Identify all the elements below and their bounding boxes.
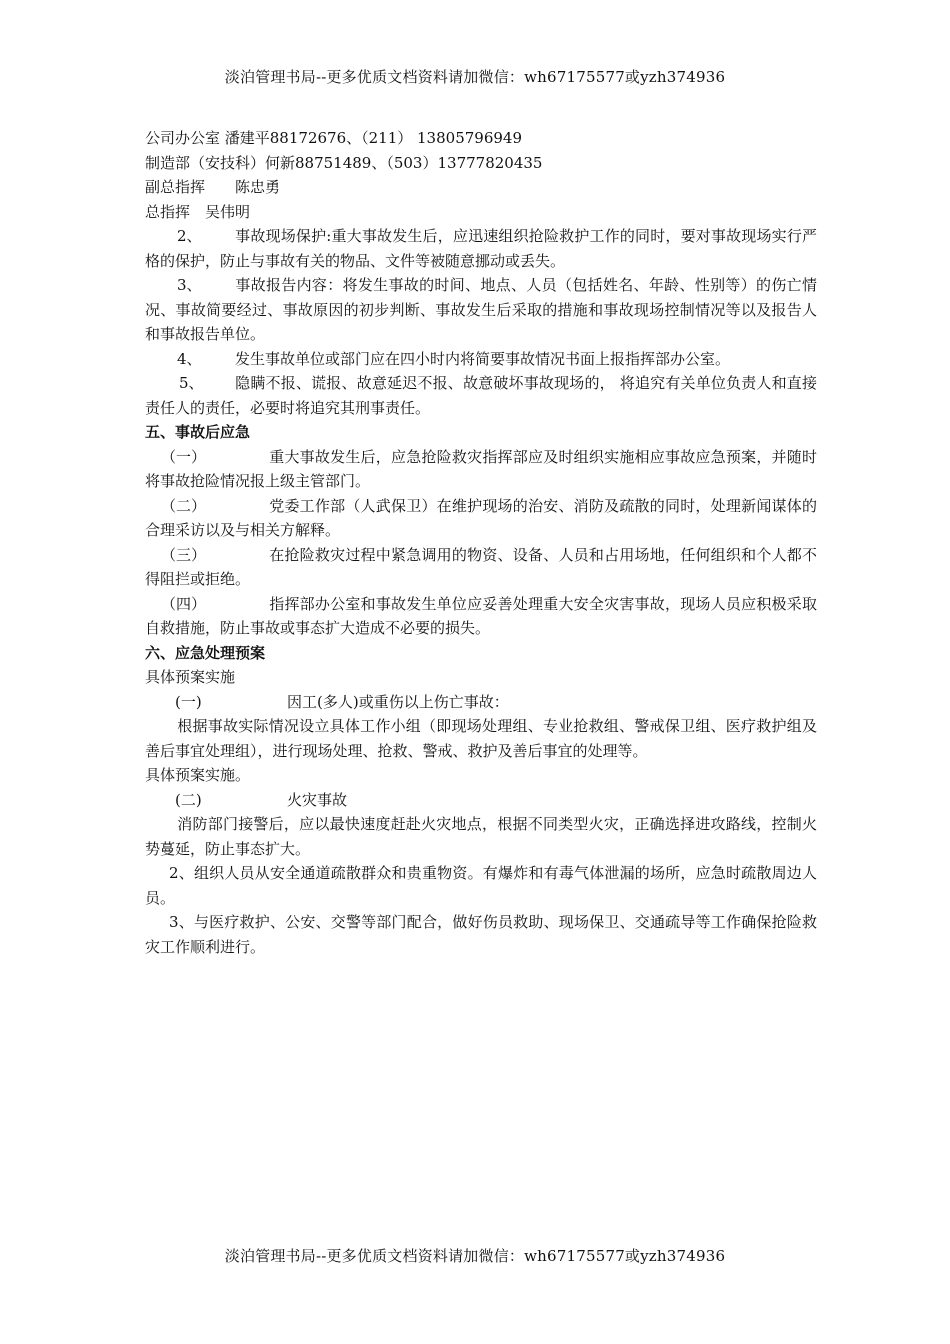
section-6-sub2-heading <box>145 788 817 813</box>
item-2-text: 事故现场保护:重大事故发生后，应迅速组织抢险救护工作的同时，要对事故现场实行严格的保护，防止与事故有关的物品、文件等被随意挪动或丢失。 <box>145 227 817 270</box>
section-5-item-3 <box>145 543 817 592</box>
section-5-item-4-text: 指挥部办公室和事故发生单位应妥善处理重大安全灾害事故，现场人员应积极采取自救措施，防止事故或事态扩大造成不必要的损失。 <box>145 594 817 637</box>
item-4 <box>145 347 817 372</box>
section-5-item-3-text: 在抢险救灾过程中紧急调用的物资、设备、人员和占用场地，任何组织和个人都不得阻拦或拒绝。 <box>145 545 817 588</box>
section-5-item-1-text: 重大事故发生后，应急抢险救灾指挥部应及时组织实施相应事故应急预案，并随时将事故抢险情况报上级主管部门。 <box>145 447 817 490</box>
item-4-number: 4、 <box>177 349 202 368</box>
item-4-text: 发生事故单位或部门应在四小时内将简要事故情况书面上报指挥部办公室。 <box>235 349 731 368</box>
chief-commander <box>145 200 817 225</box>
section-6-intro: 具体预案实施 <box>145 668 236 686</box>
section-5-item-4 <box>145 592 817 641</box>
deputy-commander <box>145 175 817 200</box>
section-5-item-1 <box>145 445 817 494</box>
section-5-item-4-number: （四） <box>161 594 207 613</box>
contact-office: 公司办公室 潘建平88172676、（211） 13805796949 <box>145 129 522 147</box>
section-6-sub1-number: (一) <box>175 692 202 711</box>
section-6-sub2-title: 火灾事故 <box>287 790 348 809</box>
section-5-item-3-number: （三） <box>161 545 207 564</box>
document-body <box>145 126 817 959</box>
deputy-commander-label: 副总指挥 <box>145 178 206 196</box>
section-5-title: 五、事故后应急 <box>145 423 251 441</box>
section-5-item-2 <box>145 494 817 543</box>
section-6-sub1-heading <box>145 690 817 715</box>
section-6-sub2-item-2: 2、组织人员从安全通道疏散群众和贵重物资。有爆炸和有毒气体泄漏的场所，应急时疏散周边人员。 <box>145 864 817 907</box>
deputy-commander-name: 陈忠勇 <box>235 178 281 196</box>
section-6-sub1-tail: 具体预案实施。 <box>145 766 251 784</box>
item-5 <box>145 371 817 420</box>
section-5-item-2-text: 党委工作部（人武保卫）在维护现场的治安、消防及疏散的同时，处理新闻谋体的合理采访以及与相关方解释。 <box>145 496 817 539</box>
item-2 <box>145 224 817 273</box>
section-5-item-2-number: （二） <box>161 496 207 515</box>
section-5-item-1-number: （一） <box>161 447 207 466</box>
item-3-number: 3、 <box>177 276 202 294</box>
section-6-sub2-number: (二) <box>175 790 202 809</box>
page-footer: 淡泊管理书局--更多优质文档资料请加微信：wh67175577或yzh374936 <box>224 1247 726 1265</box>
item-5-text: 隐瞒不报、谎报、故意延迟不报、故意破坏事故现场的， 将追究有关单位负责人和直接责任人的责任，必要时将追究其刑事责任。 <box>145 374 817 417</box>
section-6-sub2-item-3: 3、与医疗救护、公安、交警等部门配合，做好伤员救助、现场保卫、交通疏导等工作确保抢险救灾工作顺利进行。 <box>145 913 817 956</box>
contact-manufacturing: 制造部（安技科）何新88751489、（503）13777820435 <box>145 153 543 172</box>
section-6-title: 六、应急处理预案 <box>145 643 266 662</box>
chief-commander-name: 吴伟明 <box>205 202 251 221</box>
section-6-sub1-title: 因工(多人)或重伤以上伤亡事故： <box>287 692 509 711</box>
item-3 <box>145 273 817 347</box>
section-6-sub1-text: 根据事故实际情况设立具体工作小组（即现场处理组、专业抢救组、警戒保卫组、医疗救护组及善后事宜处理组），进行现场处理、抢救、警戒、救护及善后事宜的处理等。 <box>145 717 817 760</box>
chief-commander-label: 总指挥 <box>145 202 191 221</box>
item-2-number: 2、 <box>177 227 202 245</box>
item-5-number: 5、 <box>179 374 204 392</box>
section-6-sub2-text: 消防部门接警后，应以最快速度赶赴火灾地点，根据不同类型火灾，正确选择进攻路线，控制火势蔓延，防止事态扩大。 <box>145 815 817 858</box>
item-3-text: 事故报告内容：将发生事故的时间、地点、人员（包括姓名、年龄、性别等）的伤亡情况、事故简要经过、事故原因的初步判断、事故发生后采取的措施和事故现场控制情况等以及报告人和事故报告单位。 <box>145 276 817 343</box>
page-header: 淡泊管理书局--更多优质文档资料请加微信：wh67175577或yzh374936 <box>224 68 726 86</box>
